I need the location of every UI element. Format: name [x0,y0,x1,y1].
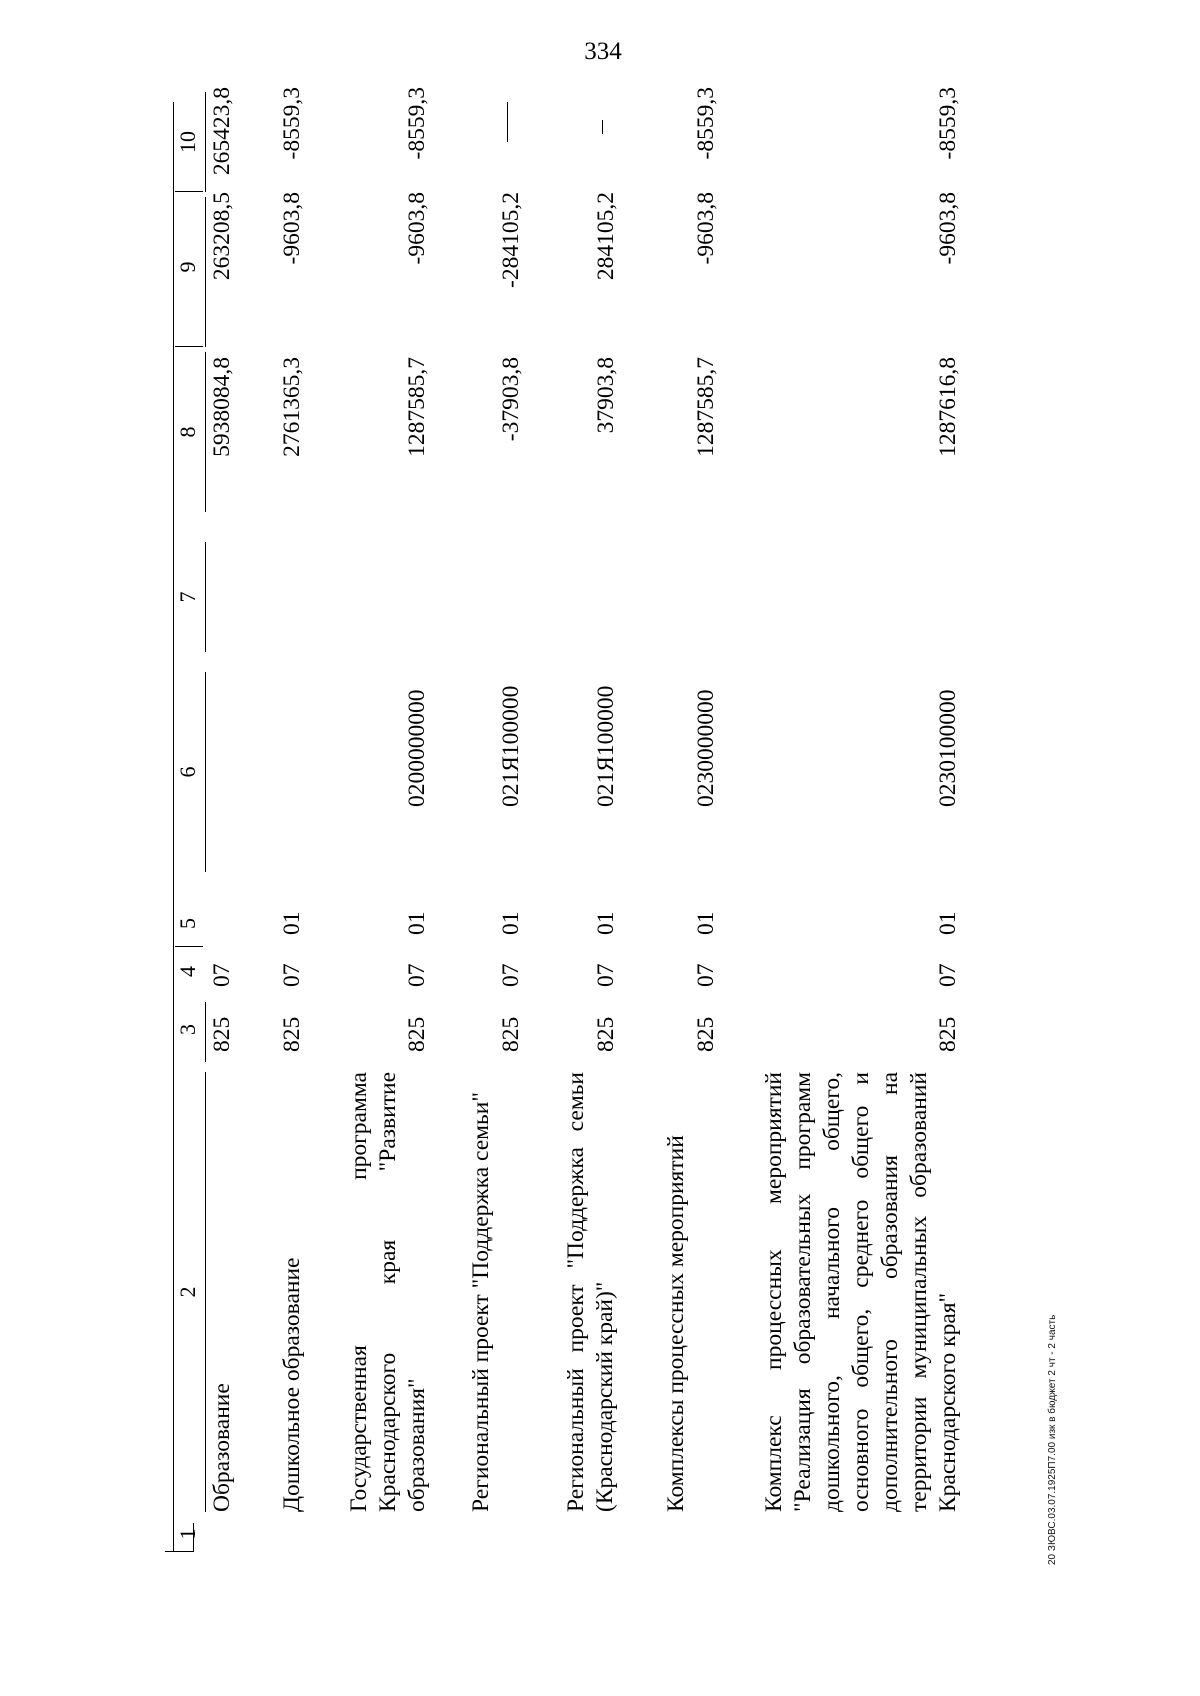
header-col-5: 5 [175,918,200,929]
header-underline [205,92,206,192]
header-underline [205,672,206,872]
row-col-5: 01 [404,911,430,935]
row-col-3: 825 [404,1016,430,1052]
empty-value-dash [602,120,603,134]
row-col-5: 01 [693,911,719,935]
row-col-9: -284105,2 [498,192,524,288]
row-col-8: 1287616,8 [935,357,961,457]
row-col-9: 284105,2 [593,192,619,281]
row-col-3: 825 [279,1016,305,1052]
header-col-1: 1 [175,1528,200,1540]
row-col-5: 01 [593,911,619,935]
header-col-7: 7 [175,591,200,603]
row-col-10: -8559,3 [404,87,430,160]
row-col-6: 0230000000 [693,689,719,807]
document-footer: 20 ЗЮВС.03.07.1925П7.00 изк в бюджет 2 чт - 2 часть [1047,1314,1058,1565]
row-col-8: 5938084,8 [209,357,235,457]
row-col-9: -9603,8 [693,192,719,265]
row-col-8: 1287585,7 [693,357,719,457]
header-underline [205,197,206,347]
row-col-9: 263208,5 [209,192,235,281]
row-col-4: 07 [935,963,961,987]
page-number: 334 [584,38,622,65]
row-col-9: -9603,8 [279,192,305,265]
header-col-6: 6 [175,766,200,778]
row-col-8: 1287585,7 [404,357,430,457]
row-col-4: 07 [593,963,619,987]
row-col-4: 07 [498,963,524,987]
row-col-3: 825 [209,1016,235,1052]
header-separator [175,346,203,347]
row-col-3: 825 [593,1016,619,1052]
header-col-2: 2 [175,1286,200,1298]
row-col-6: 0230100000 [935,689,961,807]
header-col-9: 9 [175,261,200,273]
row-col-4: 07 [279,963,305,987]
empty-value-dash [507,102,508,142]
header-col-8: 8 [175,426,200,438]
row-col-10: -8559,3 [693,87,719,160]
row-name: Региональный проект "Поддержка семьи (Краснодарский край)" [563,1072,618,1512]
row-col-5: 01 [935,911,961,935]
header-underline [205,352,206,512]
row-col-3: 825 [693,1016,719,1052]
row-col-6: 0200000000 [404,689,430,807]
header-underline [205,1072,206,1512]
header-separator [175,191,203,192]
row-col-9: -9603,8 [404,192,430,265]
row-col-5: 01 [279,911,305,935]
header-col-10: 10 [175,131,200,153]
row-col-4: 07 [404,963,430,987]
row-name: Комплекс процессных мероприятий "Реализация образовательных программ дошкольного, начального общего, основного общего, среднего общего и дополнительного образования на территории муниципальных образований Краснодарского края" [761,1072,961,1512]
row-name: Государственная программа Краснодарского края "Развитие образования" [346,1072,430,1512]
row-col-5: 01 [498,911,524,935]
row-col-8: -37903,8 [498,357,524,442]
row-col-4: 07 [209,963,235,987]
table-header [173,102,203,1552]
header-top-rule [173,102,174,1552]
row-col-10: -8559,3 [935,87,961,160]
header-underline [205,542,206,652]
row-name: Дошкольное образование [279,1257,305,1512]
row-col-8: 2761365,3 [279,357,305,457]
header-underline [205,1002,206,1062]
row-col-10: 265423,8 [209,87,235,176]
row-name: Образование [209,1383,235,1512]
row-col-9: -9603,8 [935,192,961,265]
row-col-8: 37903,8 [593,357,619,434]
header-separator [175,946,203,947]
row-name: Региональный проект "Поддержка семьи" [468,1092,494,1512]
budget-table [165,87,1200,1552]
row-col-4: 07 [693,963,719,987]
row-col-3: 825 [935,1016,961,1052]
row-col-10: -8559,3 [279,87,305,160]
row-name: Комплексы процессных мероприятий [663,1135,689,1512]
header-col-3: 3 [175,1024,200,1035]
header-col-4: 4 [175,966,200,977]
row-col-6: 021Я100000 [498,685,524,807]
row-col-6: 021Я100000 [593,685,619,807]
row-col-3: 825 [498,1016,524,1052]
